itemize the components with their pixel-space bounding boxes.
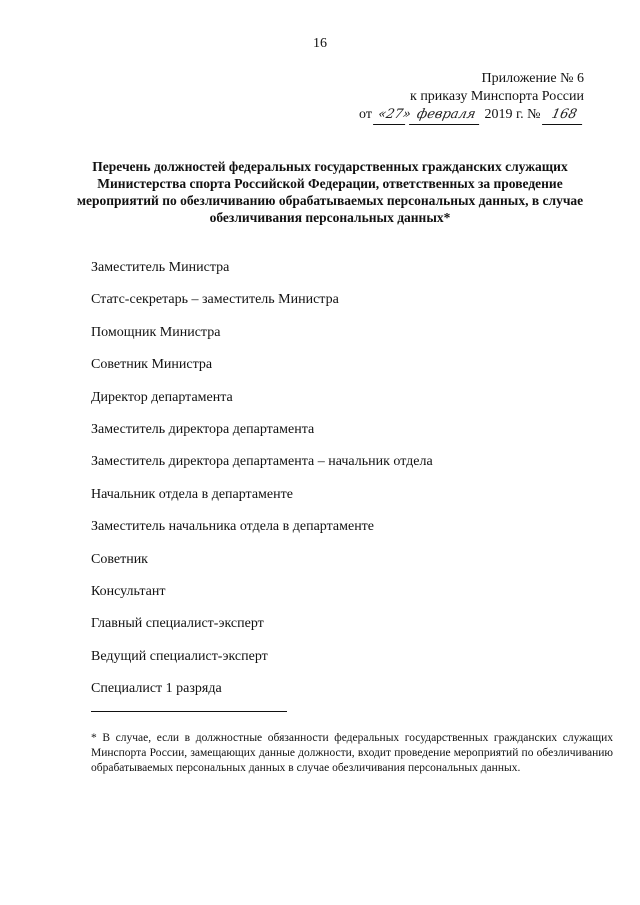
- footnote-divider: [91, 711, 287, 712]
- position-item: Заместитель начальника отдела в департаменте: [91, 519, 375, 535]
- position-item: Ведущий специалист-эксперт: [91, 648, 268, 664]
- footnote-text: * В случае, если в должностные обязанности федеральных государственных гражданских служащих Минспорта России, замещающих данные должности, входит проведение мероприятий по обезличиванию обрабатываемых персональных данных в случае обезличивания персональных данных.: [91, 732, 613, 774]
- position-item: Заместитель директора департамента – начальник отдела: [91, 454, 433, 470]
- position-item: Специалист 1 разряда: [91, 681, 222, 697]
- position-item: Заместитель директора департамента: [91, 421, 315, 437]
- position-item: Главный специалист-эксперт: [91, 616, 264, 632]
- position-item: Директор департамента: [91, 389, 233, 405]
- handwritten-day: «27»: [373, 106, 409, 125]
- appendix-header: [324, 70, 584, 125]
- handwritten-order-number: 168: [542, 106, 586, 125]
- position-item: Статс-секретарь – заместитель Министра: [91, 292, 339, 308]
- order-year-and-number-label: 2019 г. №: [484, 107, 541, 122]
- position-item: Помощник Министра: [91, 324, 221, 340]
- handwritten-month: февраля: [409, 106, 483, 125]
- appendix-order-reference: к приказу Минспорта России: [410, 89, 584, 104]
- order-date-prefix: от: [359, 107, 372, 122]
- position-item: Консультант: [91, 583, 166, 599]
- position-item: Советник: [91, 551, 148, 567]
- position-item: Начальник отдела в департаменте: [91, 486, 293, 502]
- page-number: 16: [313, 36, 327, 51]
- appendix-title: Приложение № 6: [481, 71, 584, 86]
- position-item: Советник Министра: [91, 357, 213, 373]
- appendix-order-date-line: [324, 106, 584, 125]
- document-title: Перечень должностей федеральных государственных гражданских служащих Министерства спорта Российской Федерации, ответственных за проведение мероприятий по обезличиванию обрабатываемых персональных данных, в случае обезличивания персональных данных*: [76, 159, 584, 225]
- position-item: Заместитель Министра: [91, 260, 230, 275]
- positions-list: [91, 258, 433, 711]
